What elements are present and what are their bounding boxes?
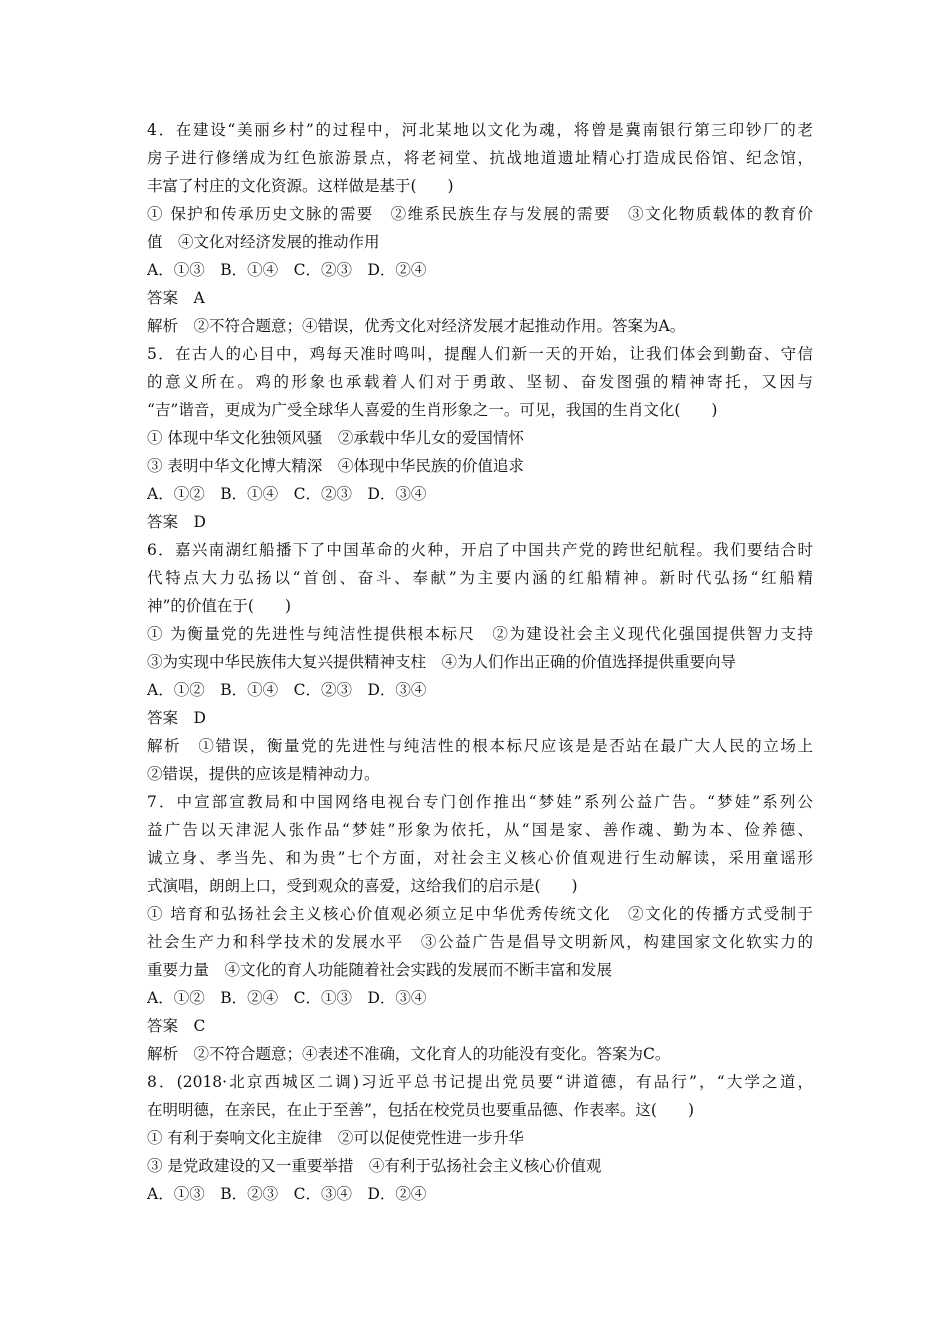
q7-stem-line-4: 式演唱，朗朗上口，受到观众的喜爱，这给我们的启示是( )	[147, 877, 578, 895]
q7-choices: A．①② B．②④ C．①③ D．③④	[147, 989, 427, 1007]
q6-analysis-line-2: ②错误，提供的应该是精神动力。	[147, 765, 380, 783]
q6-answer: 答案 D	[147, 709, 206, 727]
q5-choices: A．①② B．①④ C．②③ D．③④	[147, 485, 427, 503]
q6-option-line-1: ① 为衡量党的先进性与纯洁性提供根本标尺 ②为建设社会主义现代化强国提供智力支持	[147, 625, 813, 643]
q6-option-line-2: ③为实现中华民族伟大复兴提供精神支柱 ④为人们作出正确的价值选择提供重要向导	[147, 653, 737, 671]
q4-stem-line-3: 丰富了村庄的文化资源。这样做是基于( )	[147, 177, 454, 195]
q4-option-line-2: 值 ④文化对经济发展的推动作用	[147, 233, 380, 251]
q8-choices: A．①③ B．②③ C．③④ D．②④	[147, 1185, 427, 1203]
q6-stem-line-2: 代特点大力弘扬以“首创、奋斗、奉献”为主要内涵的红船精神。新时代弘扬“红船精	[147, 569, 813, 587]
q6-analysis-line-1: 解析 ①错误，衡量党的先进性与纯洁性的根本标尺应该是是否站在最广大人民的立场上	[147, 737, 813, 755]
q6-stem-line-3: 神”的价值在于( )	[147, 597, 292, 615]
q4-stem-line-1: 4．在建设“美丽乡村”的过程中，河北某地以文化为魂，将曾是冀南银行第三印钞厂的老	[147, 121, 813, 139]
q7-option-line-1: ① 培育和弘扬社会主义核心价值观必须立足中华优秀传统文化 ②文化的传播方式受制于	[147, 905, 813, 923]
q4-option-line-1: ① 保护和传承历史文脉的需要 ②维系民族生存与发展的需要 ③文化物质载体的教育价	[147, 205, 813, 223]
q7-option-line-2: 社会生产力和科学技术的发展水平 ③公益广告是倡导文明新风，构建国家文化软实力的	[147, 933, 813, 951]
q8-option-line-2: ③ 是党政建设的又一重要举措 ④有利于弘扬社会主义核心价值观	[147, 1157, 602, 1175]
q8-option-line-1: ① 有利于奏响文化主旋律 ②可以促使党性进一步升华	[147, 1129, 524, 1147]
q4-answer: 答案 A	[147, 289, 205, 307]
q8-stem-line-1: 8．(2018·北京西城区二调)习近平总书记提出党员要“讲道德，有品行”，“大学之道，	[147, 1073, 813, 1091]
q5-option-line-2: ③ 表明中华文化博大精深 ④体现中华民族的价值追求	[147, 457, 524, 475]
q5-stem-line-2: 的意义所在。鸡的形象也承载着人们对于勇敢、坚韧、奋发图强的精神寄托，又因与	[147, 373, 813, 391]
q5-option-line-1: ① 体现中华文化独领风骚 ②承载中华儿女的爱国情怀	[147, 429, 524, 447]
q6-stem-line-1: 6．嘉兴南湖红船播下了中国革命的火种，开启了中国共产党的跨世纪航程。我们要结合时	[147, 541, 813, 559]
q5-stem-line-3: “吉”谐音，更成为广受全球华人喜爱的生肖形象之一。可见，我国的生肖文化( )	[147, 401, 718, 419]
q5-stem-line-1: 5．在古人的心目中，鸡每天准时鸣叫，提醒人们新一天的开始，让我们体会到勤奋、守信	[147, 345, 813, 363]
q6-choices: A．①② B．①④ C．②③ D．③④	[147, 681, 427, 699]
q7-option-line-3: 重要力量 ④文化的育人功能随着社会实践的发展而不断丰富和发展	[147, 961, 613, 979]
q7-stem-line-3: 诚立身、孝当先、和为贵”七个方面，对社会主义核心价值观进行生动解读，采用童谣形	[147, 849, 813, 867]
q4-analysis: 解析 ②不符合题意；④错误，优秀文化对经济发展才起推动作用。答案为A。	[147, 317, 686, 335]
q7-analysis: 解析 ②不符合题意；④表述不准确，文化育人的功能没有变化。答案为C。	[147, 1045, 671, 1063]
q4-stem-line-2: 房子进行修缮成为红色旅游景点，将老祠堂、抗战地道遗址精心打造成民俗馆、纪念馆，	[147, 149, 813, 167]
q5-answer: 答案 D	[147, 513, 206, 531]
q4-choices: A．①③ B．①④ C．②③ D．②④	[147, 261, 427, 279]
q7-stem-line-2: 益广告以天津泥人张作品“梦娃”形象为依托，从“国是家、善作魂、勤为本、俭养德、	[147, 821, 813, 839]
q7-stem-line-1: 7．中宣部宣教局和中国网络电视台专门创作推出“梦娃”系列公益广告。“梦娃”系列公	[147, 793, 813, 811]
q7-answer: 答案 C	[147, 1017, 206, 1035]
q8-stem-line-2: 在明明德，在亲民，在止于至善”，包括在校党员也要重品德、作表率。这( )	[147, 1101, 695, 1119]
